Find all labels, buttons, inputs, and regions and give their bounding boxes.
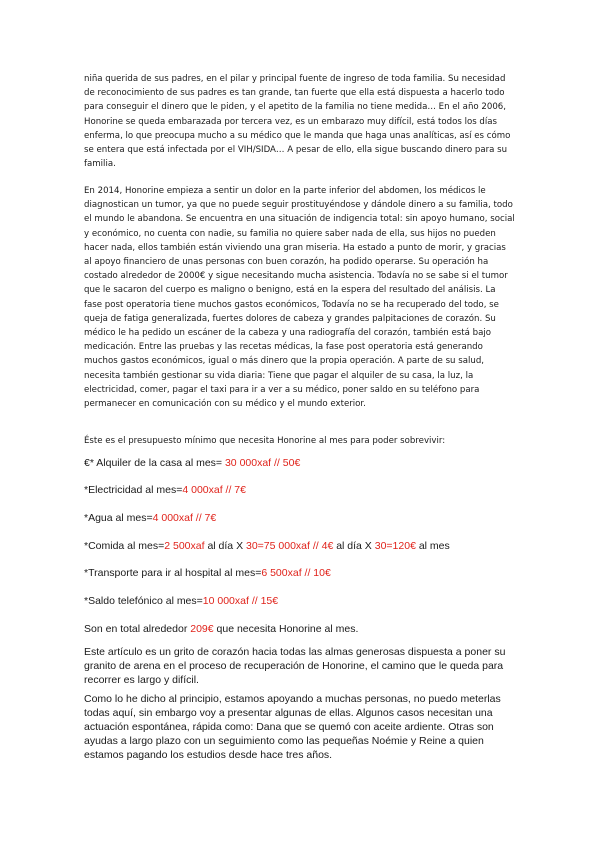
budget-electricity-label: *Electricidad al mes=	[84, 484, 183, 496]
closing-paragraph-1: Este artículo es un grito de corazón hacia todas las almas generosas dispuesta a poner su granito de arena en el proceso de recuperación de Honorine, el camino que le queda para recorrer es largo y difícil.	[84, 646, 506, 686]
budget-water	[84, 511, 516, 525]
budget-food-amount: 2 500xaf	[164, 540, 205, 552]
budget-transport-label: *Transporte para ir al hospital al mes=	[84, 567, 262, 579]
budget-electricity-amount: 4 000xaf // 7€	[182, 484, 246, 496]
budget-water-label: *Agua al mes=	[84, 512, 153, 524]
budget-rent	[84, 456, 516, 470]
budget-food-text: al mes	[415, 540, 450, 552]
budget-transport-amount: 6 500xaf // 10€	[261, 567, 331, 579]
budget-rent-amount: 30 000xaf // 50€	[224, 457, 301, 469]
budget-food-amount: 30=75 000xaf // 4€	[246, 540, 334, 552]
budget-electricity	[84, 483, 516, 497]
budget-water-amount: 4 000xaf // 7€	[152, 512, 217, 524]
budget-phone-label: *Saldo telefónico al mes=	[84, 595, 203, 607]
budget-food	[84, 539, 516, 553]
budget-total-amount: 209€	[190, 623, 214, 635]
story-paragraph-2: En 2014, Honorine empieza a sentir un dolor en la parte inferior del abdomen, los médicos le diagnostican un tumor, ya que no puede seguir prostituyéndose y dándole dinero a su familia, todo el mundo le abandona. Se encuentra en una situación de indigencia total: sin apoyo humano, social y económico, no cuenta con nadie, su familia no quiere saber nada de ella, sus hijos no pueden hacer nada, ellos también están viviendo una gran miseria. Ha estado a punto de morir, y gracias al apoyo financiero de unas personas con buen corazón, ha podido operarse. Su operación ha costado alrededor de 2000€ y sigue necesitando mucha asistencia. Todavía no se sabe si el tumor que le sacaron del cuerpo es maligno o benigno, está en la espera del resultado del análisis. La fase post operatoria tiene muchos gastos económicos, Todavía no se ha recuperado del todo, se queja de fatiga generalizada, fuertes dolores de cabeza y grandes palpitaciones de corazón. Su médico le ha pedido un escáner de la cabeza y una radiografía del corazón, también está bajo medicación. Entre las pruebas y las recetas médicas, la fase post operatoria está generando muchos gastos económicos, igual o más dinero que la propia operación. A parte de su salud, necesita también gestionar su vida diaria: Tiene que pagar el alquiler de su casa, la luz, la electricidad, comer, pagar el taxi para ir a ver a su médico, poner saldo en su teléfono para permanecer en comunicación con su médico y el mundo exterior.	[84, 186, 515, 410]
budget-food-text: *Comida al mes=	[84, 540, 165, 552]
budget-phone-amount: 10 000xaf // 15€	[202, 595, 279, 607]
budget-intro: Éste es el presupuesto mínimo que necesita Honorine al mes para poder sobrevivir:	[84, 436, 446, 446]
budget-transport	[84, 566, 516, 580]
budget-food-text: al día X	[333, 540, 375, 552]
budget-food-amount: 30=120€	[374, 540, 416, 552]
closing-paragraph-2: Como lo he dicho al principio, estamos apoyando a muchas personas, no puedo meterlas todas aquí, sin embargo voy a presentar algunas de ellas. Algunos casos necesitan una actuación espontánea, rápida como: Dana que se quemó con aceite ardiente. Otras son ayudas a largo plazo con un seguimiento como las pequeñas Noémie y Reine a quien estamos pagando los estudios desde hace tres años.	[84, 693, 501, 761]
budget-total-text: que necesita Honorine al mes.	[213, 623, 359, 635]
budget-phone	[84, 594, 516, 608]
story-paragraph-1: niña querida de sus padres, en el pilar y principal fuente de ingreso de toda familia. Su necesidad de reconocimiento de sus padres es tan grande, tan fuerte que ella está dispuesta a hacerlo todo para conseguir el dinero que le piden, y el apetito de la familia no tiene medida… En el año 2006, Honorine se queda embarazada por tercera vez, es un embarazo muy difícil, está todos los días enferma, lo que preocupa mucho a su médico que le manda que haga unas analíticas, así es cómo se entera que está infectada por el VIH/SIDA… A pesar de ello, ella sigue buscando dinero para su familia.	[84, 74, 511, 170]
budget-total	[84, 622, 516, 636]
budget-rent-label: €* Alquiler de la casa al mes=	[84, 457, 225, 469]
budget-food-text: al día X	[204, 540, 246, 552]
budget-total-text: Son en total alrededor	[84, 623, 191, 635]
